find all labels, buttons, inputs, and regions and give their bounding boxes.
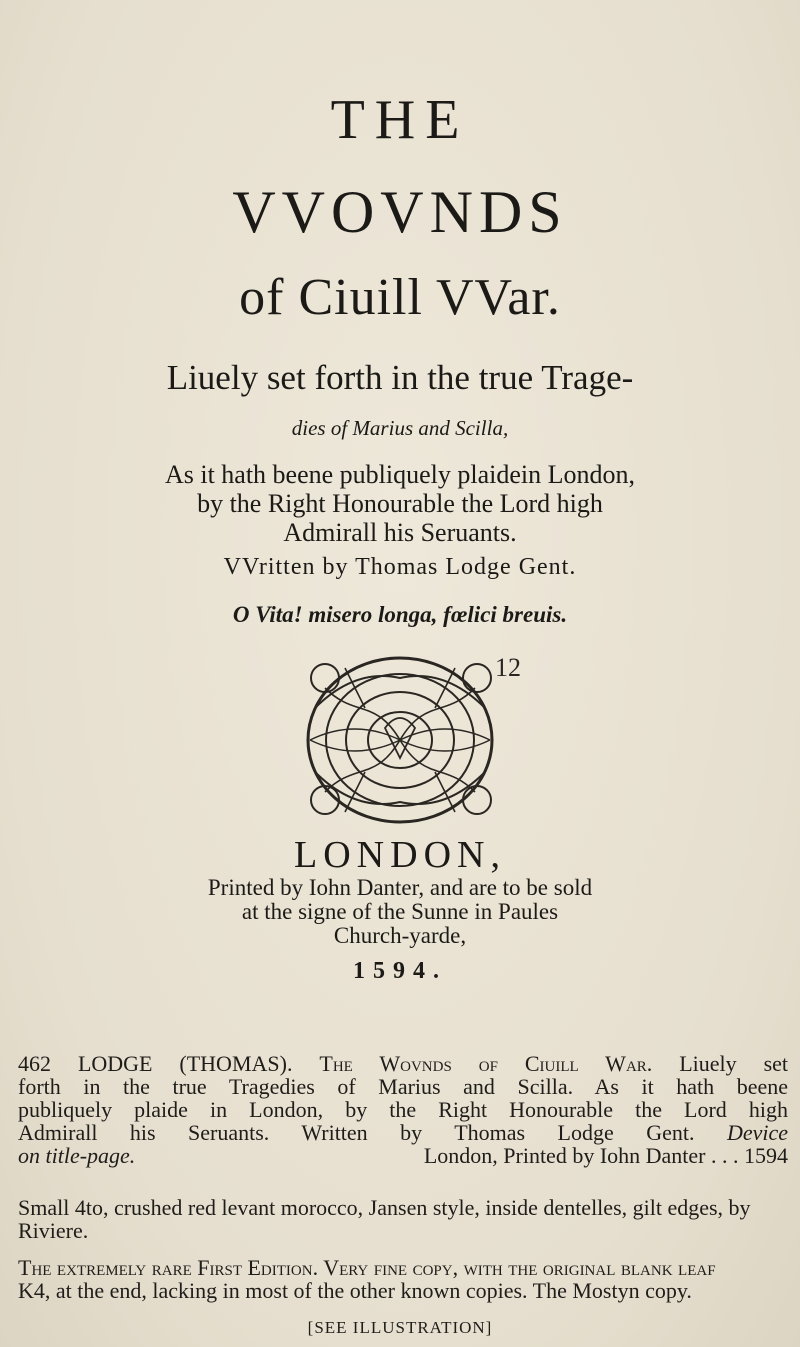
performance-line-3: Admirall his Seruants. [283,518,517,547]
see-illustration: [SEE ILLUSTRATION] [307,1318,493,1337]
title-line-lively: Liuely set forth in the true Trage- [166,358,634,397]
lot-line-4b: Written by Thomas Lodge Gent. [301,1120,695,1145]
title-line-civil-war: of Ciuill VVar. [239,269,561,326]
printers-device-emblem [295,648,525,828]
lot-line-4c: Device [726,1120,789,1145]
lot-line-5b: London, Printed by Iohn Danter . . . 1594 [423,1143,788,1168]
imprint-text [0,876,800,948]
lot-line-3: publiquely plaide in London, by the Right Honourable the Lord high [18,1097,788,1122]
title-author-line: VVritten by Thomas Lodge Gent. [223,554,577,580]
note-line-1: The extremely rare First Edition. Very fine copy, with the original blank leaf [18,1255,716,1280]
lot-line-4 [18,1121,788,1144]
imprint-line-1: Printed by Iohn Danter, and are to be sold [207,875,593,900]
title-motto: O Vita! misero longa, fœlici breuis. [232,602,568,627]
lot-heading: LODGE (THOMAS). [77,1051,293,1076]
lot-line-1-rest: Liuely set [679,1051,789,1076]
device-handwritten-mark: 12 [495,653,521,682]
binding-line-2: Riviere. [18,1218,89,1243]
lot-note [18,1256,788,1302]
lot-number: 462 [18,1051,51,1076]
title-line-dies: dies of Marius and Scilla, [291,416,509,440]
imprint-year: 1594. [353,958,447,984]
imprint-line-2: at the signe of the Sunne in Paules [241,899,559,924]
lot-line-4a: Admirall his Seruants. [18,1120,270,1145]
lot-line-2: forth in the true Tragedies of Marius and Scilla. As it hath beene [18,1074,788,1099]
title-line-wounds: VVOVNDS [232,179,568,245]
imprint-line-3: Church-yarde, [333,923,467,948]
lot-title: The Wovnds of Ciuill War. [319,1051,653,1076]
title-line-the: THE [330,89,470,151]
performance-line-2: by the Right Honourable the Lord high [197,489,603,518]
lot-description [18,1052,788,1167]
lot-line-1 [18,1052,788,1075]
binding-line-1: Small 4to, crushed red levant morocco, Jansen style, inside dentelles, gilt edges, by [18,1195,751,1220]
title-performance-note [0,460,800,547]
note-line-2: K4, at the end, lacking in most of the other known copies. The Mostyn copy. [18,1278,692,1303]
performance-line-1: As it hath beene publiquely plaidein London, [164,460,636,489]
imprint-place: LONDON, [294,834,506,876]
lot-line-5a: on title-page. [18,1143,136,1168]
lot-binding [18,1196,788,1242]
lot-line-5 [18,1144,788,1167]
